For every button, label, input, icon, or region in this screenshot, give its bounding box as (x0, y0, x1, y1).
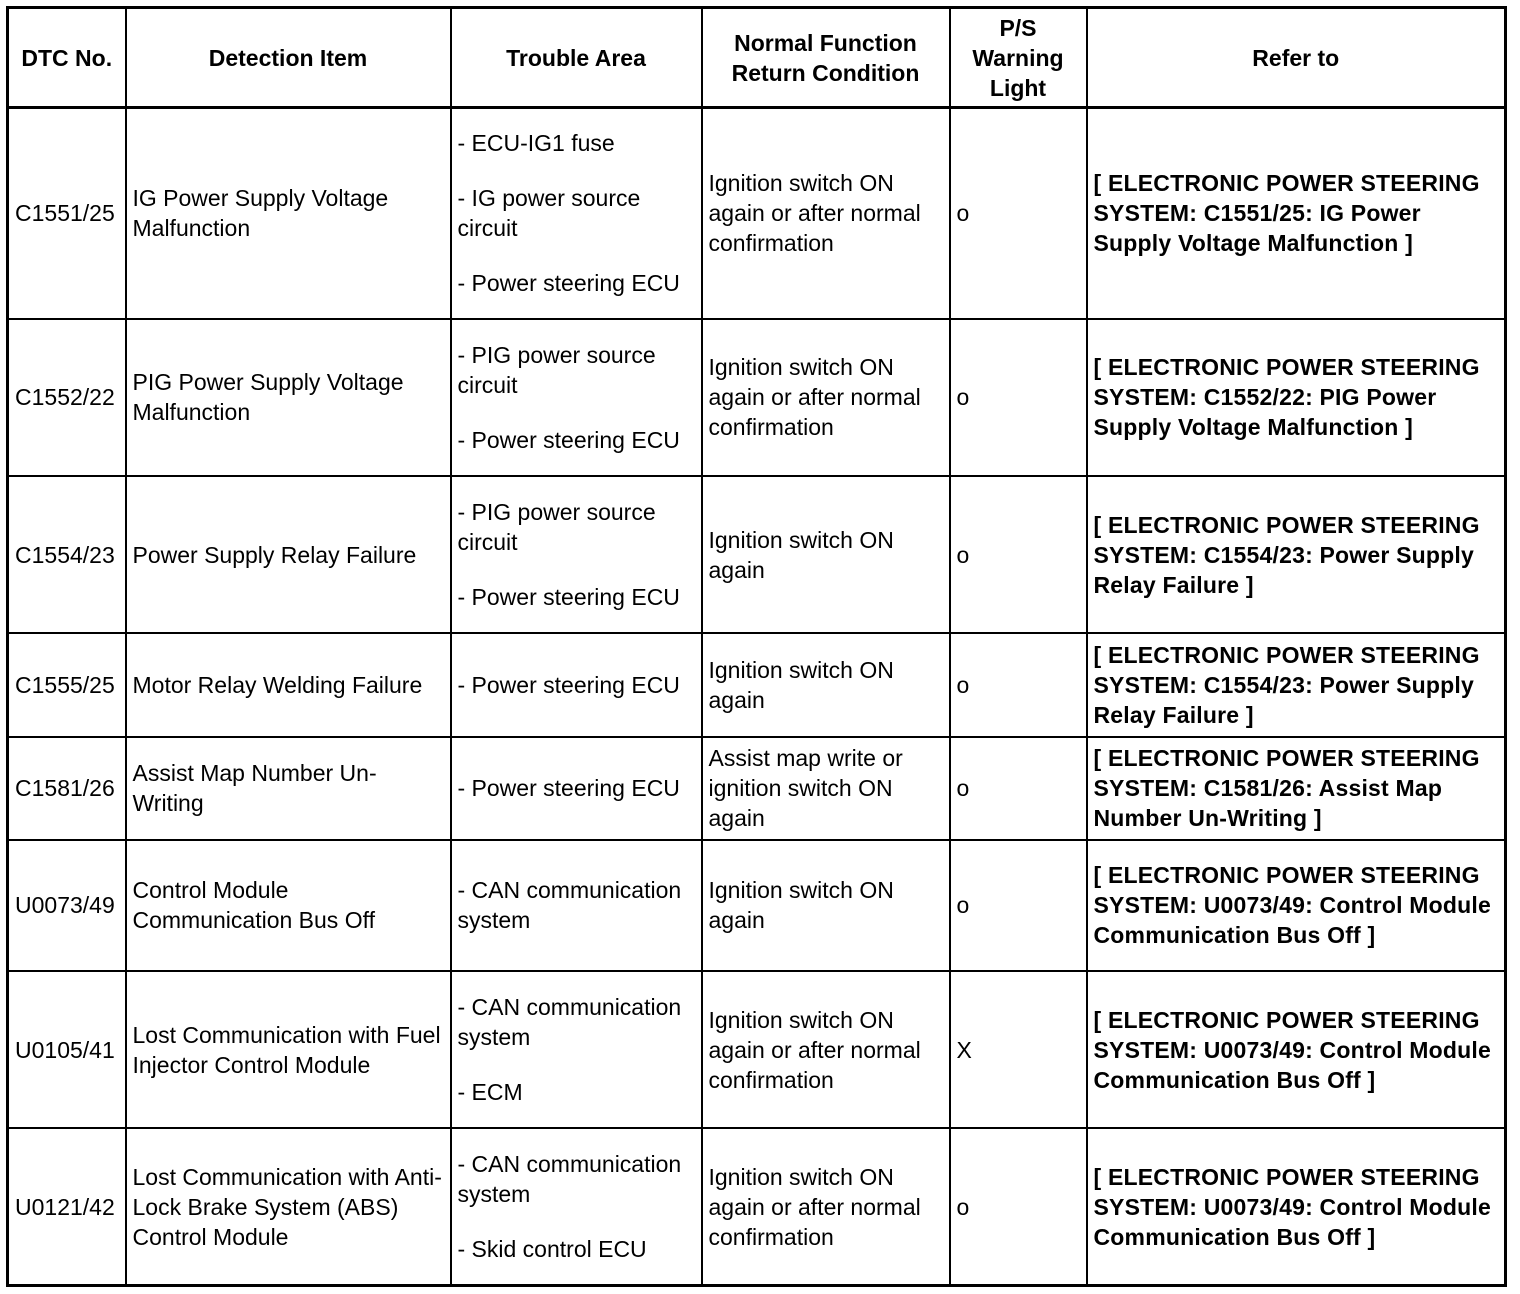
detection-item-cell: Motor Relay Welding Failure (126, 633, 451, 736)
warning-light-cell: o (950, 633, 1087, 736)
trouble-area-cell (451, 319, 702, 476)
dtc-code-cell: C1551/25 (8, 108, 126, 319)
trouble-area-cell (451, 1128, 702, 1285)
detection-item-cell: Lost Communication with Fuel Injector Control Module (126, 971, 451, 1128)
trouble-area-cell (451, 633, 702, 736)
table-body (8, 108, 1506, 1286)
trouble-area-cell (451, 840, 702, 971)
trouble-area-item: - ECU-IG1 fuse (457, 130, 615, 157)
trouble-area-cell (451, 108, 702, 319)
trouble-area-item: - IG power source circuit (457, 185, 641, 242)
trouble-area-item: - CAN communication system (457, 1151, 682, 1208)
table-row (8, 737, 1506, 840)
detection-item-cell: Assist Map Number Un-Writing (126, 737, 451, 840)
refer-to-cell: [ ELECTRONIC POWER STEERING SYSTEM: C1581/26: Assist Map Number Un-Writing ] (1087, 737, 1506, 840)
header-trouble-area: Trouble Area (451, 8, 702, 108)
dtc-code-cell: C1581/26 (8, 737, 126, 840)
return-condition-cell: Ignition switch ON again (702, 840, 950, 971)
trouble-area-item: - PIG power source circuit (457, 341, 656, 398)
table-row (8, 108, 1506, 319)
return-condition-cell: Ignition switch ON again (702, 476, 950, 633)
table-row (8, 1128, 1506, 1285)
header-ps-warning-light: P/S Warning Light (950, 8, 1087, 108)
return-condition-cell: Ignition switch ON again or after normal confirmation (702, 1128, 950, 1285)
return-condition-cell: Ignition switch ON again or after normal confirmation (702, 319, 950, 476)
dtc-code-cell: C1554/23 (8, 476, 126, 633)
table-row (8, 319, 1506, 476)
dtc-code-cell: U0105/41 (8, 971, 126, 1128)
trouble-area-item: - ECM (457, 1079, 523, 1106)
trouble-area-item: - Power steering ECU (457, 584, 680, 611)
trouble-area-cell (451, 971, 702, 1128)
refer-to-cell: [ ELECTRONIC POWER STEERING SYSTEM: C1552/22: PIG Power Supply Voltage Malfunction ] (1087, 319, 1506, 476)
trouble-area-item: - Power steering ECU (457, 426, 680, 453)
trouble-area-cell (451, 737, 702, 840)
refer-to-cell: [ ELECTRONIC POWER STEERING SYSTEM: C1554/23: Power Supply Relay Failure ] (1087, 476, 1506, 633)
header-detection-item: Detection Item (126, 8, 451, 108)
dtc-code-cell: C1555/25 (8, 633, 126, 736)
trouble-area-item: - CAN communication system (457, 994, 682, 1051)
trouble-area-item: - PIG power source circuit (457, 499, 656, 556)
warning-light-cell: o (950, 108, 1087, 319)
dtc-code-cell: C1552/22 (8, 319, 126, 476)
trouble-area-item: - CAN communication system (457, 877, 682, 934)
warning-light-cell: o (950, 1128, 1087, 1285)
return-condition-cell: Ignition switch ON again or after normal confirmation (702, 971, 950, 1128)
table-row (8, 840, 1506, 971)
header-normal-function-return-condition: Normal Function Return Condition (702, 8, 950, 108)
refer-to-cell: [ ELECTRONIC POWER STEERING SYSTEM: U0073/49: Control Module Communication Bus Off ] (1087, 840, 1506, 971)
table-row (8, 476, 1506, 633)
dtc-code-cell: U0121/42 (8, 1128, 126, 1285)
warning-light-cell: o (950, 319, 1087, 476)
warning-light-cell: o (950, 737, 1087, 840)
refer-to-cell: [ ELECTRONIC POWER STEERING SYSTEM: U0073/49: Control Module Communication Bus Off ] (1087, 971, 1506, 1128)
warning-light-cell: o (950, 476, 1087, 633)
detection-item-cell: IG Power Supply Voltage Malfunction (126, 108, 451, 319)
return-condition-cell: Ignition switch ON again or after normal confirmation (702, 108, 950, 319)
trouble-area-item: - Skid control ECU (457, 1236, 647, 1263)
detection-item-cell: PIG Power Supply Voltage Malfunction (126, 319, 451, 476)
detection-item-cell: Lost Communication with Anti-Lock Brake System (ABS) Control Module (126, 1128, 451, 1285)
trouble-area-cell (451, 476, 702, 633)
header-row (8, 8, 1506, 108)
warning-light-cell: o (950, 840, 1087, 971)
trouble-area-item: - Power steering ECU (457, 671, 680, 698)
trouble-area-item: - Power steering ECU (457, 270, 680, 297)
header-refer-to: Refer to (1087, 8, 1506, 108)
table-row (8, 971, 1506, 1128)
trouble-area-item: - Power steering ECU (457, 775, 680, 802)
refer-to-cell: [ ELECTRONIC POWER STEERING SYSTEM: C1551/25: IG Power Supply Voltage Malfunction ] (1087, 108, 1506, 319)
table-row (8, 633, 1506, 736)
detection-item-cell: Control Module Communication Bus Off (126, 840, 451, 971)
dtc-table (6, 6, 1507, 1287)
dtc-code-cell: U0073/49 (8, 840, 126, 971)
refer-to-cell: [ ELECTRONIC POWER STEERING SYSTEM: U0073/49: Control Module Communication Bus Off ] (1087, 1128, 1506, 1285)
warning-light-cell: X (950, 971, 1087, 1128)
header-dtc-no: DTC No. (8, 8, 126, 108)
return-condition-cell: Ignition switch ON again (702, 633, 950, 736)
refer-to-cell: [ ELECTRONIC POWER STEERING SYSTEM: C1554/23: Power Supply Relay Failure ] (1087, 633, 1506, 736)
return-condition-cell: Assist map write or ignition switch ON again (702, 737, 950, 840)
detection-item-cell: Power Supply Relay Failure (126, 476, 451, 633)
